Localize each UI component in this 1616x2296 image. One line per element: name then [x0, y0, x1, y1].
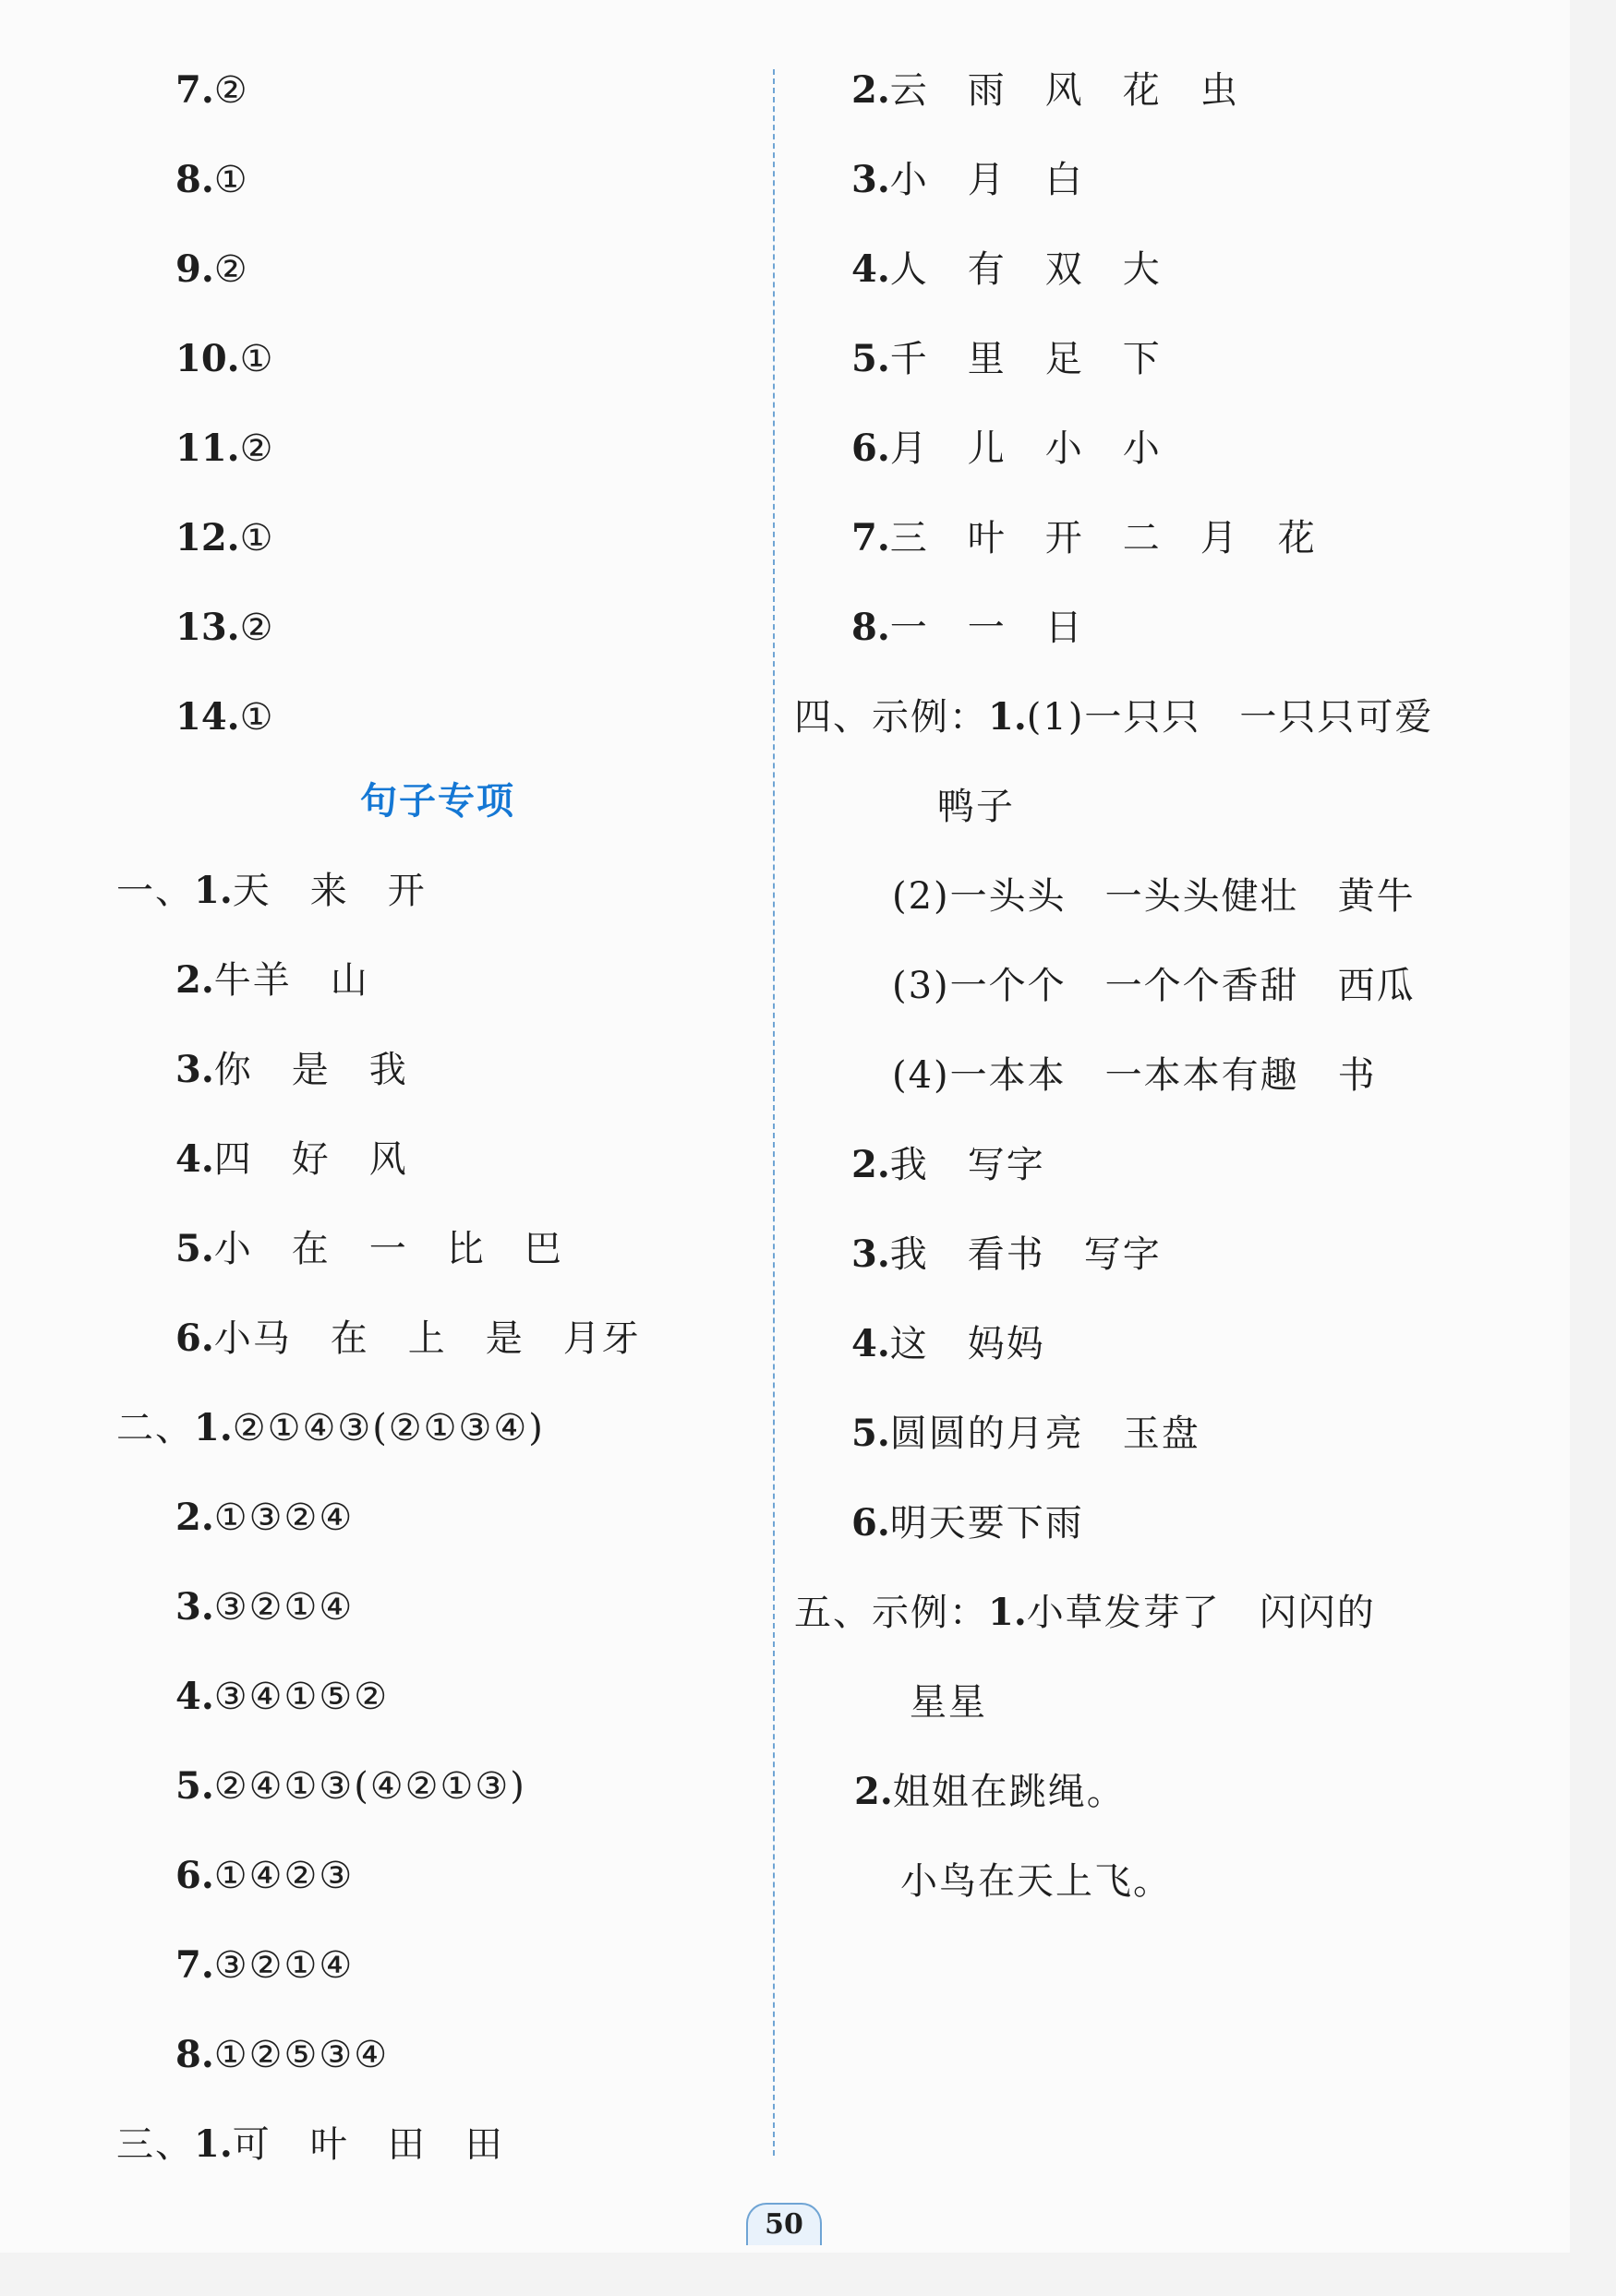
- answer-line: 6.明天要下雨: [851, 1501, 1084, 1545]
- answer-line: 4.③④①⑤②: [175, 1675, 390, 1718]
- answer-line: 小鸟在天上飞。: [900, 1860, 1172, 1903]
- answer-line: 10.①: [175, 337, 275, 380]
- answer-line: 9.②: [175, 247, 249, 291]
- answer-line: 3.你 是 我: [175, 1048, 408, 1091]
- answer-line: 7.③②①④: [175, 1943, 355, 1987]
- answer-line: 二、1.②①④③(②①③④): [116, 1406, 545, 1449]
- answer-line: (2)一头头 一头头健壮 黄牛: [892, 875, 1416, 918]
- answer-line: 2.云 雨 风 花 虫: [851, 68, 1239, 112]
- answer-line: (3)一个个 一个个香甜 西瓜: [892, 965, 1416, 1007]
- answer-line: 4.四 好 风: [175, 1137, 408, 1181]
- answer-line: 7.三 叶 开 二 月 花: [851, 516, 1317, 559]
- answer-line: 星星: [910, 1681, 987, 1724]
- answer-line: 3.③②①④: [175, 1585, 355, 1629]
- answer-line: 6.①④②③: [175, 1854, 355, 1897]
- answer-line: 5.②④①③(④②①③): [175, 1764, 526, 1808]
- answer-line: 2.①③②④: [175, 1496, 355, 1539]
- answer-line: 4.这 妈妈: [851, 1322, 1045, 1365]
- answer-line: 14.①: [175, 695, 275, 739]
- answer-line: 4.人 有 双 大: [851, 247, 1162, 291]
- answer-line: 8.一 一 日: [851, 606, 1084, 649]
- answer-line: 8.①②⑤③④: [175, 2033, 390, 2076]
- answer-line: 8.①: [175, 158, 249, 201]
- answer-line: 3.小 月 白: [851, 158, 1084, 201]
- answer-line: 5.千 里 足 下: [851, 337, 1162, 380]
- answer-line: 一、1.天 来 开: [116, 869, 427, 912]
- answer-line: 12.①: [175, 516, 275, 559]
- section-heading: 句子专项: [360, 780, 515, 823]
- answer-line: 5.小 在 一 比 巴: [175, 1227, 563, 1270]
- answer-line: 13.②: [175, 606, 275, 649]
- answer-line: 5.圆圆的月亮 玉盘: [851, 1412, 1200, 1455]
- answer-line: 2.牛羊 山: [175, 958, 369, 1002]
- answer-line: 2.姐姐在跳绳。: [854, 1770, 1126, 1813]
- answer-line: 三、1.可 叶 田 田: [116, 2122, 504, 2166]
- answer-line: 6.月 儿 小 小: [851, 427, 1162, 470]
- answer-line: 五、示例：1.小草发芽了 闪闪的: [794, 1591, 1376, 1634]
- page-number: 50: [746, 2203, 822, 2245]
- answer-line: 四、示例：1.(1)一只只 一只只可爱: [794, 695, 1434, 739]
- answer-line: (4)一本本 一本本有趣 书: [892, 1054, 1377, 1097]
- answer-line: 11.②: [175, 427, 275, 470]
- answer-line: 7.②: [175, 68, 249, 112]
- answer-line: 2.我 写字: [851, 1143, 1045, 1186]
- answer-line: 3.我 看书 写字: [851, 1232, 1162, 1276]
- answer-line: 鸭子: [937, 786, 1015, 828]
- column-divider: [773, 69, 775, 2156]
- answer-line: 6.小马 在 上 是 月牙: [175, 1316, 641, 1360]
